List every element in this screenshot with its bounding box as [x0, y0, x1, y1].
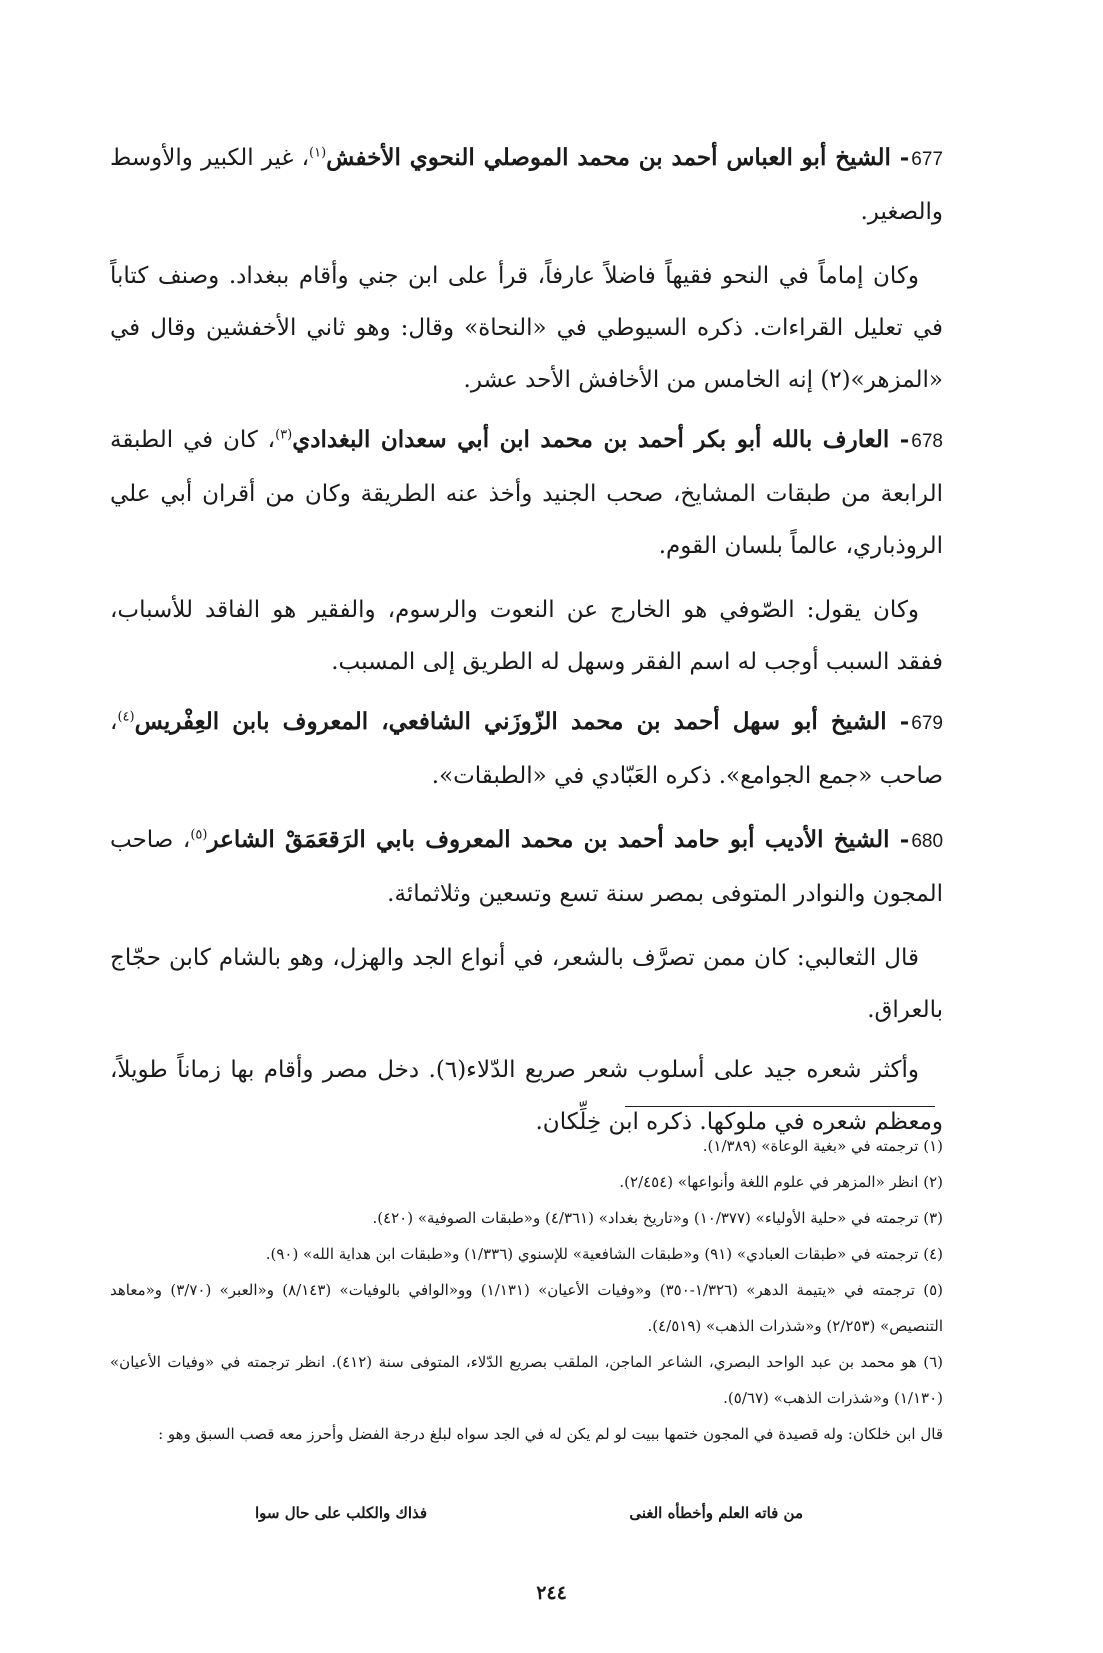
footnote-6: (٦) هو محمد بن عبد الواحد البصري، الشاعر الماجن، الملقب بصريع الدّلاء، المتوفى سنة (٤١٢). انظر ترجمته في «وفيات الأعيان» (١/١٣٠) و«شذرات الذهب» (٥/٦٧).: [110, 1353, 944, 1407]
entry-heading: - الشيخ الأديب أبو حامد أحمد بن محمد المعروف بابي الرَقعَمَقْ الشاعر: [207, 826, 910, 853]
main-text: [110, 132, 943, 1156]
page-number: ٢٤٤: [536, 1582, 567, 1604]
paragraph: وأكثر شعره جيد على أسلوب شعر صريع الدّلاء(٦). دخل مصر وأقام بها زماناً طويلاً، ومعظم شعره في ملوكها. ذكره ابن خِلِّكان.: [110, 1057, 943, 1135]
footnote-ref[interactable]: (٣): [275, 427, 293, 443]
entry-heading: - الشيخ أبو سهل أحمد بن محمد الزّوزَني الشافعي، المعروف بابن العِفْريس: [134, 708, 910, 735]
entry-text: ، صاحب المجون والنوادر المتوفى بمصر سنة تسع وتسعين وثلاثمائة.: [110, 827, 943, 907]
paragraph: قال الثعالبي: كان ممن تصرَّف بالشعر، في أنواع الجد والهزل، وهو بالشام كابن حجّاج بالعراق.: [110, 945, 943, 1023]
entry-number: 677: [911, 149, 943, 170]
entry-678: [110, 414, 943, 572]
entry-text: ، كان في الطبقة الرابعة من طبقات المشايخ، صحب الجنيد وأخذ عنه الطريقة وكان من أقران أبي علي الروذباري، عالماً بلسان القوم.: [110, 427, 943, 559]
entry-677: [110, 132, 943, 238]
verse-first-hemistich: من فاته العلم وأخطأه الغنى: [629, 1504, 803, 1522]
footnotes: [110, 1128, 943, 1452]
verse-second-hemistich: فذاك والكلب على حال سوا: [255, 1504, 428, 1522]
paragraph: وكان يقول: الصّوفي هو الخارج عن النعوت والرسوم، والفقير هو الفاقد للأسباب، ففقد السبب أوجب له اسم الفقر وسهل له الطريق إلى المسبب.: [110, 597, 943, 675]
footnote-5: (٥) ترجمته في «يتيمة الدهر» (١/٣٢٦-٣٥٠) و«وفيات الأعيان» (١/١٣١) وو«الوافي بالوفيات» (٨/١٤٣) و«العبر» (٣/٧٠) و«معاهد التنصيص» (٢/٢٥٣) و«شذرات الذهب» (٤/٥١٩).: [110, 1281, 943, 1335]
entry-text: ، صاحب «جمع الجوامع». ذكره العَبّادي في «الطبقات».: [110, 709, 943, 789]
entry-number: 680: [911, 831, 944, 852]
entry-heading: - العارف بالله أبو بكر أحمد بن محمد ابن أبي سعدان البغدادي: [292, 426, 910, 453]
footnote-ref[interactable]: (٤): [117, 709, 135, 725]
entry-heading: - الشيخ أبو العباس أحمد بن محمد الموصلي النحوي الأخفش: [326, 144, 910, 171]
footnote-3: (٣) ترجمته في «حلية الأولياء» (١٠/٣٧٧) و«تاريخ بغداد» (٤/٣٦١) و«طبقات الصوفية» (٤٢٠).: [372, 1209, 943, 1227]
entry-680: [110, 814, 943, 920]
footnote-ref[interactable]: (٥): [190, 827, 208, 843]
entry-number: 678: [911, 431, 943, 452]
footnote-6-continuation: قال ابن خلكان: وله قصيدة في المجون ختمها ببيت لو لم يكن له في الجد سواه لبلغ درجة الفضل وأحرز معه قصب السبق وهو :: [158, 1425, 943, 1443]
entry-text: ، غير الكبير والأوسط والصغير.: [110, 145, 943, 225]
footnote-1: (١) ترجمته في «بغية الوعاة» (١/٣٨٩).: [702, 1137, 943, 1155]
poem-verse: [110, 1504, 943, 1538]
footnote-separator: [625, 1106, 935, 1107]
footnote-ref[interactable]: (١): [309, 145, 327, 161]
paragraph: وكان إماماً في النحو فقيهاً فاضلاً عارفاً، قرأ على ابن جني وأقام ببغداد. وصنف كتاباً في تعليل القراءات. ذكره السيوطي في «النحاة» وقال: وهو ثاني الأخفشين وقال في «المزهر»(٢) إنه الخامس من الأخافش الأحد عشر.: [110, 263, 943, 393]
footnote-2: (٢) انظر «المزهر في علوم اللغة وأنواعها» (٢/٤٥٤).: [619, 1173, 943, 1191]
entry-679: [110, 696, 943, 802]
footnote-4: (٤) ترجمته في «طبقات العبادي» (٩١) و«طبقات الشافعية» للإسنوي (١/٣٣٦) و«طبقات ابن هداية الله» (٩٠).: [265, 1245, 943, 1263]
entry-number: 679: [911, 713, 943, 734]
